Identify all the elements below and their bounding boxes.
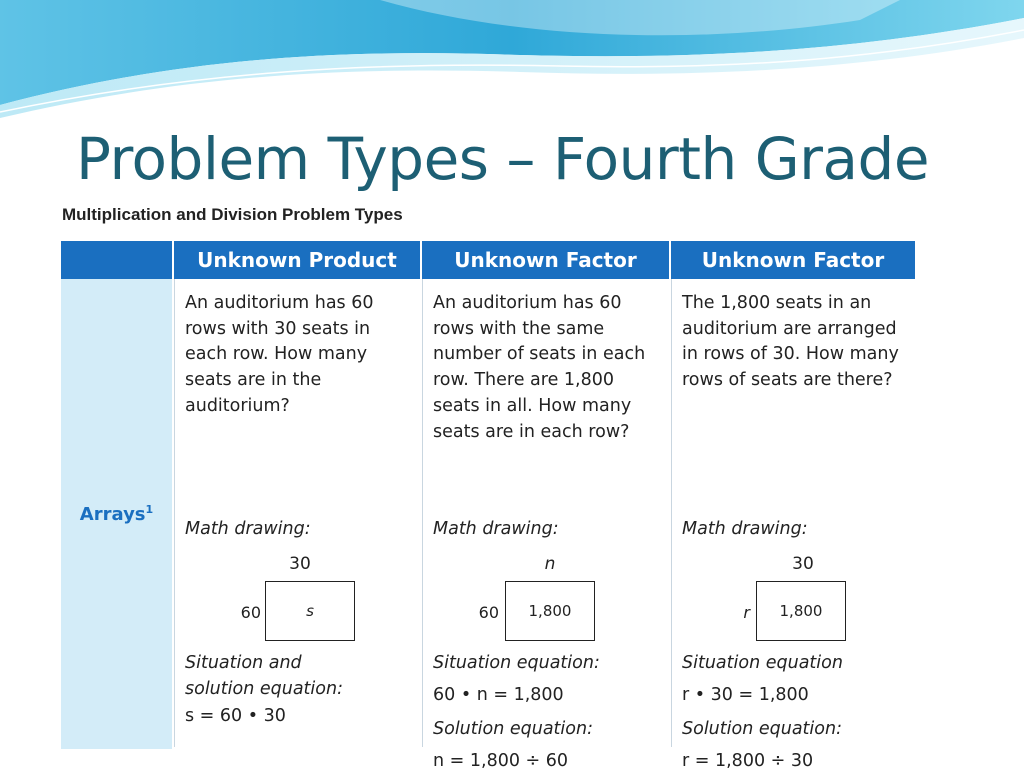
array-rectangle: 1,800 <box>505 581 595 641</box>
table-heading: Multiplication and Division Problem Types <box>62 205 403 224</box>
array-rectangle: 1,800 <box>756 581 846 641</box>
table-cell-unknown-factor-2 <box>670 279 915 771</box>
equation-label: Situation and <box>185 653 302 673</box>
array-rectangle: s <box>265 581 355 641</box>
header-wave-decoration <box>0 0 1024 125</box>
situation-equation: r • 30 = 1,800 <box>682 685 809 705</box>
slide-title: Problem Types – Fourth Grade <box>76 125 930 193</box>
drawing-side-dimension: r <box>743 603 750 622</box>
header-corner-cell <box>61 241 173 279</box>
table-row <box>61 279 915 749</box>
drawing-top-dimension: n <box>544 554 556 574</box>
drawing-side-dimension: 60 <box>240 603 261 622</box>
column-header-unknown-product: Unknown Product <box>173 241 421 279</box>
math-drawing-label: Math drawing: <box>185 519 311 539</box>
row-label: Arrays$^1$ <box>79 503 154 525</box>
drawing-top-dimension: 30 <box>792 554 814 574</box>
table-cell-unknown-product <box>173 279 421 749</box>
problem-text: An auditorium has 60 rows with the same number of seats in each row. There are 1,800 seats in all. How many seats are in each row? <box>433 293 646 442</box>
solution-equation-label: Solution equation: <box>433 719 593 739</box>
solution-equation-label: Solution equation: <box>682 719 842 739</box>
column-header-unknown-factor-1: Unknown Factor <box>421 241 670 279</box>
math-drawing-label: Math drawing: <box>682 519 808 539</box>
situation-equation-label: Situation equation <box>682 653 843 673</box>
problem-types-table <box>61 241 915 771</box>
row-header-arrays <box>61 279 173 749</box>
column-header-unknown-factor-2: Unknown Factor <box>670 241 915 279</box>
situation-equation: 60 • n = 1,800 <box>433 685 564 705</box>
solution-equation: r = 1,800 ÷ 30 <box>682 751 814 771</box>
drawing-side-dimension: 60 <box>478 603 499 622</box>
drawing-top-dimension: 30 <box>289 554 311 574</box>
footnote-marker: 1 <box>145 503 154 516</box>
math-drawing-label: Math drawing: <box>433 519 559 539</box>
situation-solution-equation: s = 60 • 30 <box>185 706 286 726</box>
problem-text: An auditorium has 60 rows with 30 seats in each row. How many seats are in the auditorium? <box>185 293 374 416</box>
situation-equation-label: Situation equation: <box>433 653 600 673</box>
table-header-row <box>61 241 915 279</box>
table-cell-unknown-factor-1 <box>421 279 670 771</box>
solution-equation: n = 1,800 ÷ 60 <box>433 751 569 771</box>
problem-text: The 1,800 seats in an auditorium are arranged in rows of 30. How many rows of seats are there? <box>682 293 899 391</box>
equation-label-continued: solution equation: <box>185 679 343 699</box>
